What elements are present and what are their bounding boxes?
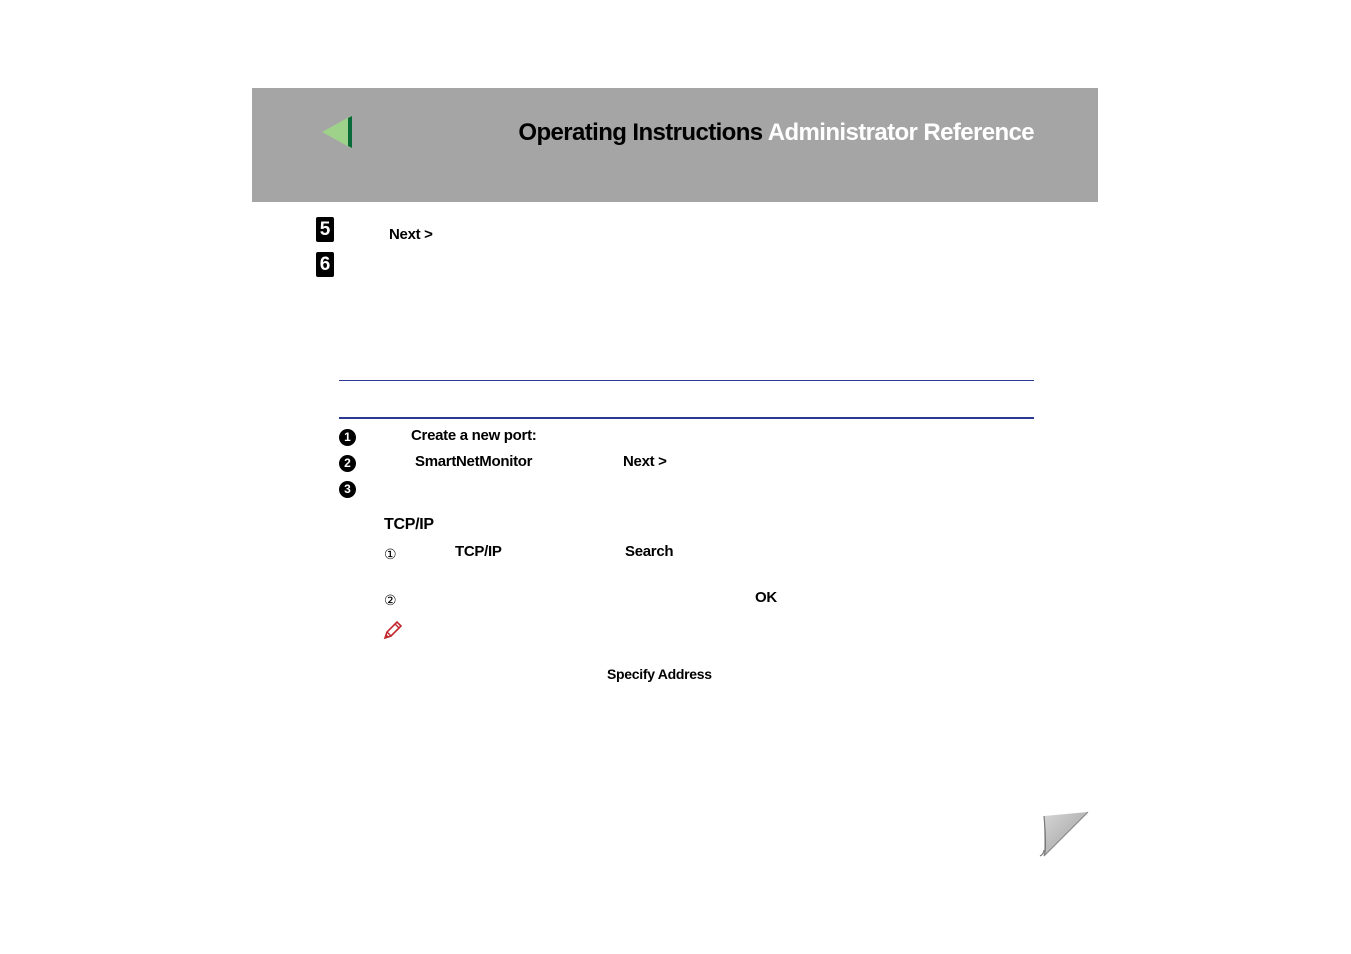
step-number-6: 6 (316, 252, 334, 277)
next-button-label: Next > (389, 226, 433, 243)
tcpip-label: TCP/IP (455, 543, 502, 560)
next-button-label-2: Next > (623, 453, 667, 470)
title-secondary: Administrator Reference (767, 119, 1034, 146)
smartnetmonitor-label: SmartNetMonitor (415, 453, 533, 470)
substep-number-1: 1 (339, 429, 356, 446)
substep-number-2: 2 (339, 455, 356, 472)
step-number-5: 5 (316, 217, 334, 242)
title-primary: Operating Instructions (518, 119, 763, 146)
search-button-label: Search (625, 543, 674, 560)
header-title (518, 119, 1034, 147)
page-corner-icon[interactable] (1038, 810, 1090, 858)
divider-bottom (339, 417, 1034, 419)
pencil-note-icon (383, 620, 403, 640)
tcpip-item-number-1: ① (384, 546, 397, 562)
divider-top (339, 380, 1034, 381)
tcpip-heading: TCP/IP (384, 516, 434, 533)
tcpip-item-number-2: ② (384, 592, 397, 608)
create-new-port-label: Create a new port: (411, 427, 537, 444)
back-arrow-icon[interactable] (320, 114, 354, 150)
specify-address-label: Specify Address (607, 666, 712, 682)
substep-number-3: 3 (339, 481, 356, 498)
ok-button-label: OK (755, 589, 777, 606)
